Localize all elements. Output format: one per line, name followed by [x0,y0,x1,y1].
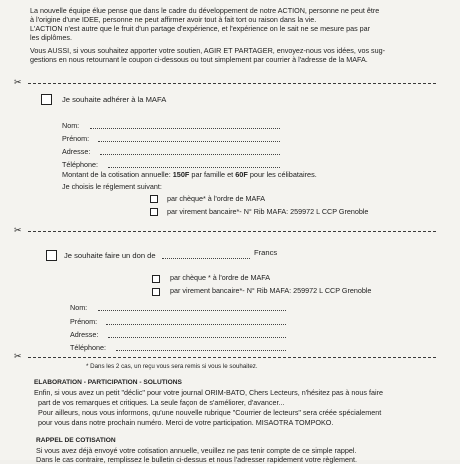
adhesion-cheque-label: par chèque* à l'ordre de MAFA [167,194,266,203]
adhesion-field-telephone: Téléphone: [62,160,98,169]
rappel-line-2: Dans le cas contraire, remplissez le bulletin ci-dessus et nous l'adresser rapidement votre règlement. [36,455,357,464]
adhesion-field-prenom: Prénom: [62,134,90,143]
adhesion-cheque-checkbox[interactable] [150,195,158,203]
adhesion-virement-label: par virement bancaire*- N° Rib MAFA: 259972 L CCP Grenoble [167,207,369,216]
don-footnote: * Dans les 2 cas, un reçu vous sera remis si vous le souhaitez. [86,363,258,370]
don-prenom-input[interactable] [106,324,286,325]
cut-line [28,357,436,358]
intro-line-2: à l'origine d'une IDEE, personne ne peut affirmer avoir tout à fait tort ou raison dans la vie. [30,15,317,24]
rappel-line-1: Si vous avez déjà envoyé votre cotisation annuelle, veuillez ne pas tenir compte de ce simple rappel. [36,446,357,455]
reglement-label: Je choisis le réglement suivant: [62,182,162,191]
adhesion-field-adresse: Adresse: [62,147,91,156]
don-title: Je souhaite faire un don de [64,251,156,260]
adhesion-virement-checkbox[interactable] [150,208,158,216]
don-nom-input[interactable] [98,310,286,311]
don-currency: Francs [254,248,278,257]
don-checkbox[interactable] [46,250,57,261]
don-telephone-input[interactable] [116,350,286,351]
scissors-icon: ✂ [14,351,22,361]
cotisation-amount: Montant de la cotisation annuelle: 150F par famille et 60F pour les célibataires. [62,170,317,179]
don-amount-input[interactable] [162,258,250,259]
adhesion-checkbox[interactable] [41,94,52,105]
rappel-heading: RAPPEL DE COTISATION [36,437,116,444]
elaboration-line-4: pour vous dans notre prochain numéro. Merci de votre participation. MISAOTRA TOMPOKO. [38,418,334,427]
don-field-nom: Nom: [70,303,88,312]
don-cheque-checkbox[interactable] [152,275,160,283]
scissors-icon: ✂ [14,77,22,87]
don-field-adresse: Adresse: [70,330,99,339]
elaboration-line-1: Enfin, si vous avez un petit "déclic" pour votre journal ORIM-BATO, Chers Lecteurs, n'hésitez pas à nous faire [34,388,383,397]
intro-line-4: les diplômes. [30,33,72,42]
elaboration-line-3: Pour ailleurs, nous vous informons, qu'une nouvelle rubrique "Courrier de lecteurs" sera créée spécialement [38,408,382,417]
adhesion-prenom-input[interactable] [98,141,280,142]
don-field-prenom: Prénom: [70,317,98,326]
don-cheque-label: par chèque * à l'ordre de MAFA [170,273,271,282]
adhesion-telephone-input[interactable] [108,167,280,168]
elaboration-heading: ELABORATION - PARTICIPATION - SOLUTIONS [34,379,182,386]
adhesion-field-nom: Nom: [62,121,80,130]
adhesion-title: Je souhaite adhérer à la MAFA [62,95,167,104]
don-virement-checkbox[interactable] [152,288,160,296]
intro-line-1: La nouvelle équipe élue pense que dans le cadre du développement de notre ACTION, personne ne peut être [30,6,380,15]
intro-line-3: L'ACTION n'est autre que le fruit d'un partage d'expérience, et l'expérience on le sait ne se mesure pas par [30,24,371,33]
cut-line [28,231,436,232]
don-adresse-input[interactable] [108,337,286,338]
intro-line-6: gestions en nous retournant le coupon ci-dessous ou tout simplement par courrier à l'adresse de la MAFA. [30,55,368,64]
adhesion-adresse-input[interactable] [100,154,280,155]
intro-line-5: Vous AUSSI, si vous souhaitez apporter votre soutien, AGIR ET PARTAGER, envoyez-nous vos idées, vos sug- [30,46,386,55]
don-field-telephone: Téléphone: [70,343,106,352]
adhesion-nom-input[interactable] [90,128,280,129]
cut-line [28,83,436,84]
don-virement-label: par virement bancaire*- N° Rib MAFA: 259972 L CCP Grenoble [170,286,372,295]
scissors-icon: ✂ [14,225,22,235]
elaboration-line-2: part de vos remarques et critiques. La seule façon de s'améliorer, d'avancer... [38,398,285,407]
